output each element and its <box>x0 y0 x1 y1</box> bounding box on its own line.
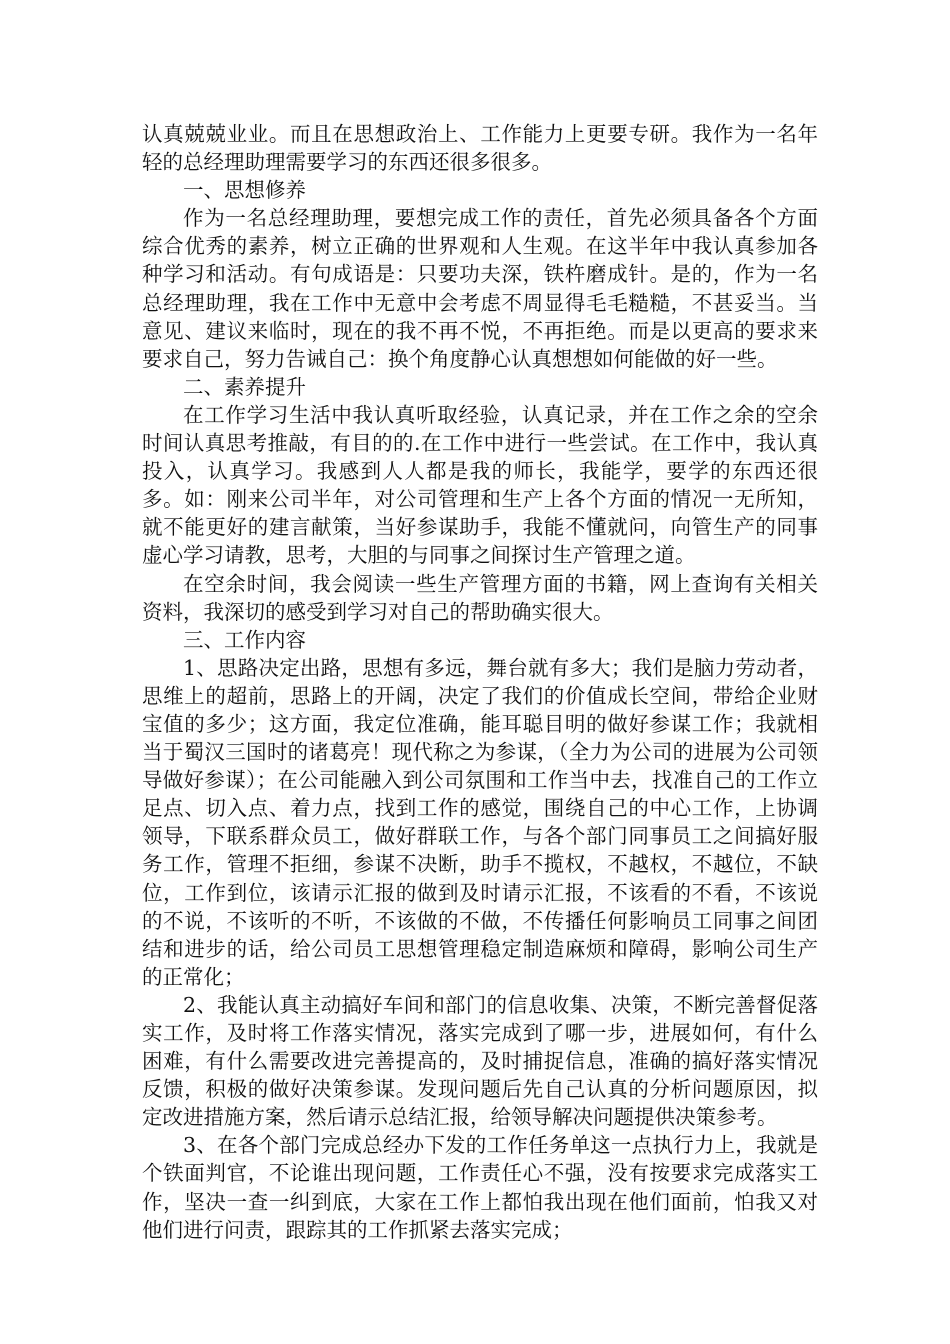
section-heading-2: 二、素养提升 <box>183 374 306 399</box>
section-heading-3: 三、工作内容 <box>183 627 306 652</box>
paragraph-work-item-2: 2、我能认真主动搞好车间和部门的信息收集、决策，不断完善督促落实工作，及时将工作落实情况，落实完成到了哪一步，进展如何，有什么困难，有什么需要改进完善提高的，及时捕捉信息，准确的搞好落实情况反馈，积极的做好决策参谋。发现问题后先自己认真的分析问题原因，拟定改进措施方案，然后请示总结汇报，给领导解决问题提供决策参考。 <box>142 992 818 1130</box>
paragraph-work-item-3: 3、在各个部门完成总经办下发的工作任务单这一点执行力上，我就是个铁面判官，不论谁出现问题，工作责任心不强，没有按要求完成落实工作，坚决一查一纠到底，大家在工作上都怕我出现在他们面前，怕我又对他们进行问责，跟踪其的工作抓紧去落实完成； <box>142 1133 818 1242</box>
paragraph-work-item-1: 1、思路决定出路，思想有多远，舞台就有多大；我们是脑力劳动者，思维上的超前，思路上的开阔，决定了我们的价值成长空间，带给企业财宝值的多少；这方面，我定位准确，能耳聪目明的做好参谋工作；我就相当于蜀汉三国时的诸葛亮！现代称之为参谋，（全力为公司的进展为公司领导做好参谋）；在公司能融入到公司氛围和工作当中去，找准自己的工作立足点、切入点、着力点，找到工作的感觉，围绕自己的中心工作，上协调领导，下联系群众员工，做好群联工作，与各个部门同事员工之间搞好服务工作，管理不拒细，参谋不决断，助手不揽权，不越权，不越位，不缺位，工作到位，该请示汇报的做到及时请示汇报，不该看的不看，不该说的不说，不该听的不听，不该做的不做，不传播任何影响员工同事之间团结和进步的话，给公司员工思想管理稳定制造麻烦和障碍，影响公司生产的正常化； <box>142 655 818 989</box>
paragraph-reading: 在空余时间，我会阅读一些生产管理方面的书籍，网上查询有关相关资料，我深切的感受到学习对自己的帮助确实很大。 <box>142 571 818 624</box>
document-body <box>142 120 818 1244</box>
paragraph-intro: 认真兢兢业业。而且在思想政治上、工作能力上更要专研。我作为一名年轻的总经理助理需要学习的东西还很多很多。 <box>142 122 818 175</box>
paragraph-ideology: 作为一名总经理助理，要想完成工作的责任，首先必须具备各个方面综合优秀的素养，树立正确的世界观和人生观。在这半年中我认真参加各种学习和活动。有句成语是：只要功夫深，铁杵磨成针。是的，作为一名总经理助理，我在工作中无意中会考虑不周显得毛毛糙糙，不甚妥当。当意见、建议来临时，现在的我不再不悦，不再拒绝。而是以更高的要求来要求自己，努力告诫自己：换个角度静心认真想想如何能做的好一些。 <box>142 206 818 371</box>
section-heading-1: 一、思想修养 <box>183 178 306 203</box>
paragraph-improvement: 在工作学习生活中我认真听取经验，认真记录，并在工作之余的空余时间认真思考推敲，有目的的.在工作中进行一些尝试。在工作中，我认真投入，认真学习。我感到人人都是我的师长，我能学，要学的东西还很多。如：刚来公司半年，对公司管理和生产上各个方面的情况一无所知，就不能更好的建言献策，当好参谋助手，我能不懂就问，向管生产的同事虚心学习请教，思考，大胆的与同事之间探讨生产管理之道。 <box>142 402 818 568</box>
